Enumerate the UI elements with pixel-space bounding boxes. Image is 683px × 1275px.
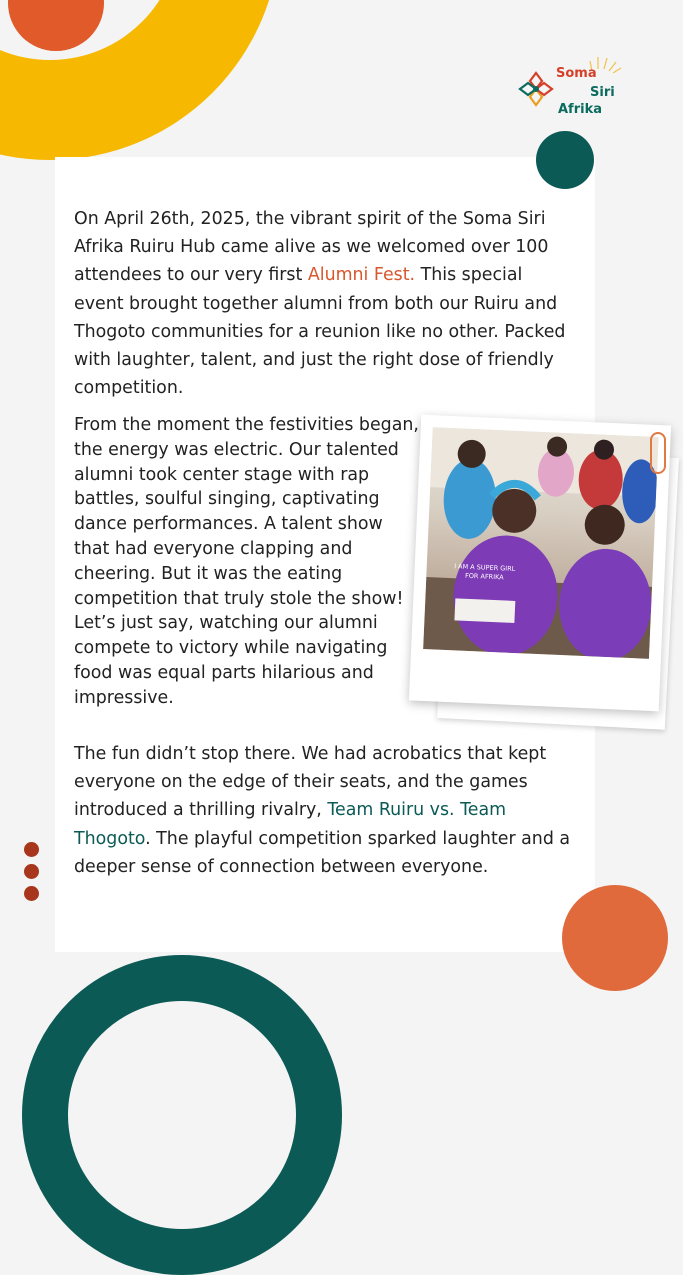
dots-decoration [24, 842, 40, 908]
closing-paragraph [74, 740, 574, 881]
shirt-print-text-2: FOR AFRIKA [464, 571, 504, 582]
event-photo [423, 427, 658, 659]
logo-word-afrika: Afrika [558, 102, 603, 117]
closing-text-b: . The playful competition sparked laughter and a deeper sense of connection between everyone. [74, 828, 571, 877]
intro-text-b: This special event brought together alumni from both our Ruiru and Thogoto communities for a reunion like no other. Packed with laughter, talent, and just the right dose of friendly competition. [74, 265, 566, 399]
intro-paragraph [74, 205, 574, 402]
teal-ring-decoration [22, 955, 342, 1275]
paperclip-icon [650, 432, 666, 474]
festivities-paragraph: From the moment the festivities began, the energy was electric. Our talented alumni took center stage with rap battles, soulful singing, captivating dance performances. A talent show that had everyone clapping and cheering. But it was the eating competition that truly stole the show! Let’s just say, watching our alumni compete to victory while navigating food was equal parts hilarious and impressive. [74, 415, 419, 708]
polaroid-photo-frame [409, 415, 671, 712]
logo-mark-icon [516, 69, 556, 109]
intro-text-a: On April 26th, 2025, the vibrant spirit of the Soma Siri Afrika Ruiru Hub came alive as we welcomed over 100 attendees to our very first [74, 209, 549, 286]
soma-siri-afrika-logo [516, 63, 626, 118]
shirt-print-text-1: I AM A SUPER GIRL [454, 562, 516, 573]
orange-circle-decoration-bottom [562, 885, 668, 991]
team-rivalry-highlight: Team Ruiru vs. Team Thogoto [74, 800, 507, 849]
alumni-fest-highlight: Alumni Fest. [307, 265, 416, 286]
logo-word-siri: Siri [590, 85, 615, 100]
closing-text-a: The fun didn’t stop there. We had acrobatics that kept everyone on the edge of their seats, and the games introduced a thrilling rivalry, [74, 744, 547, 821]
teal-circle-decoration [536, 131, 594, 189]
logo-word-soma: Soma [556, 66, 597, 81]
